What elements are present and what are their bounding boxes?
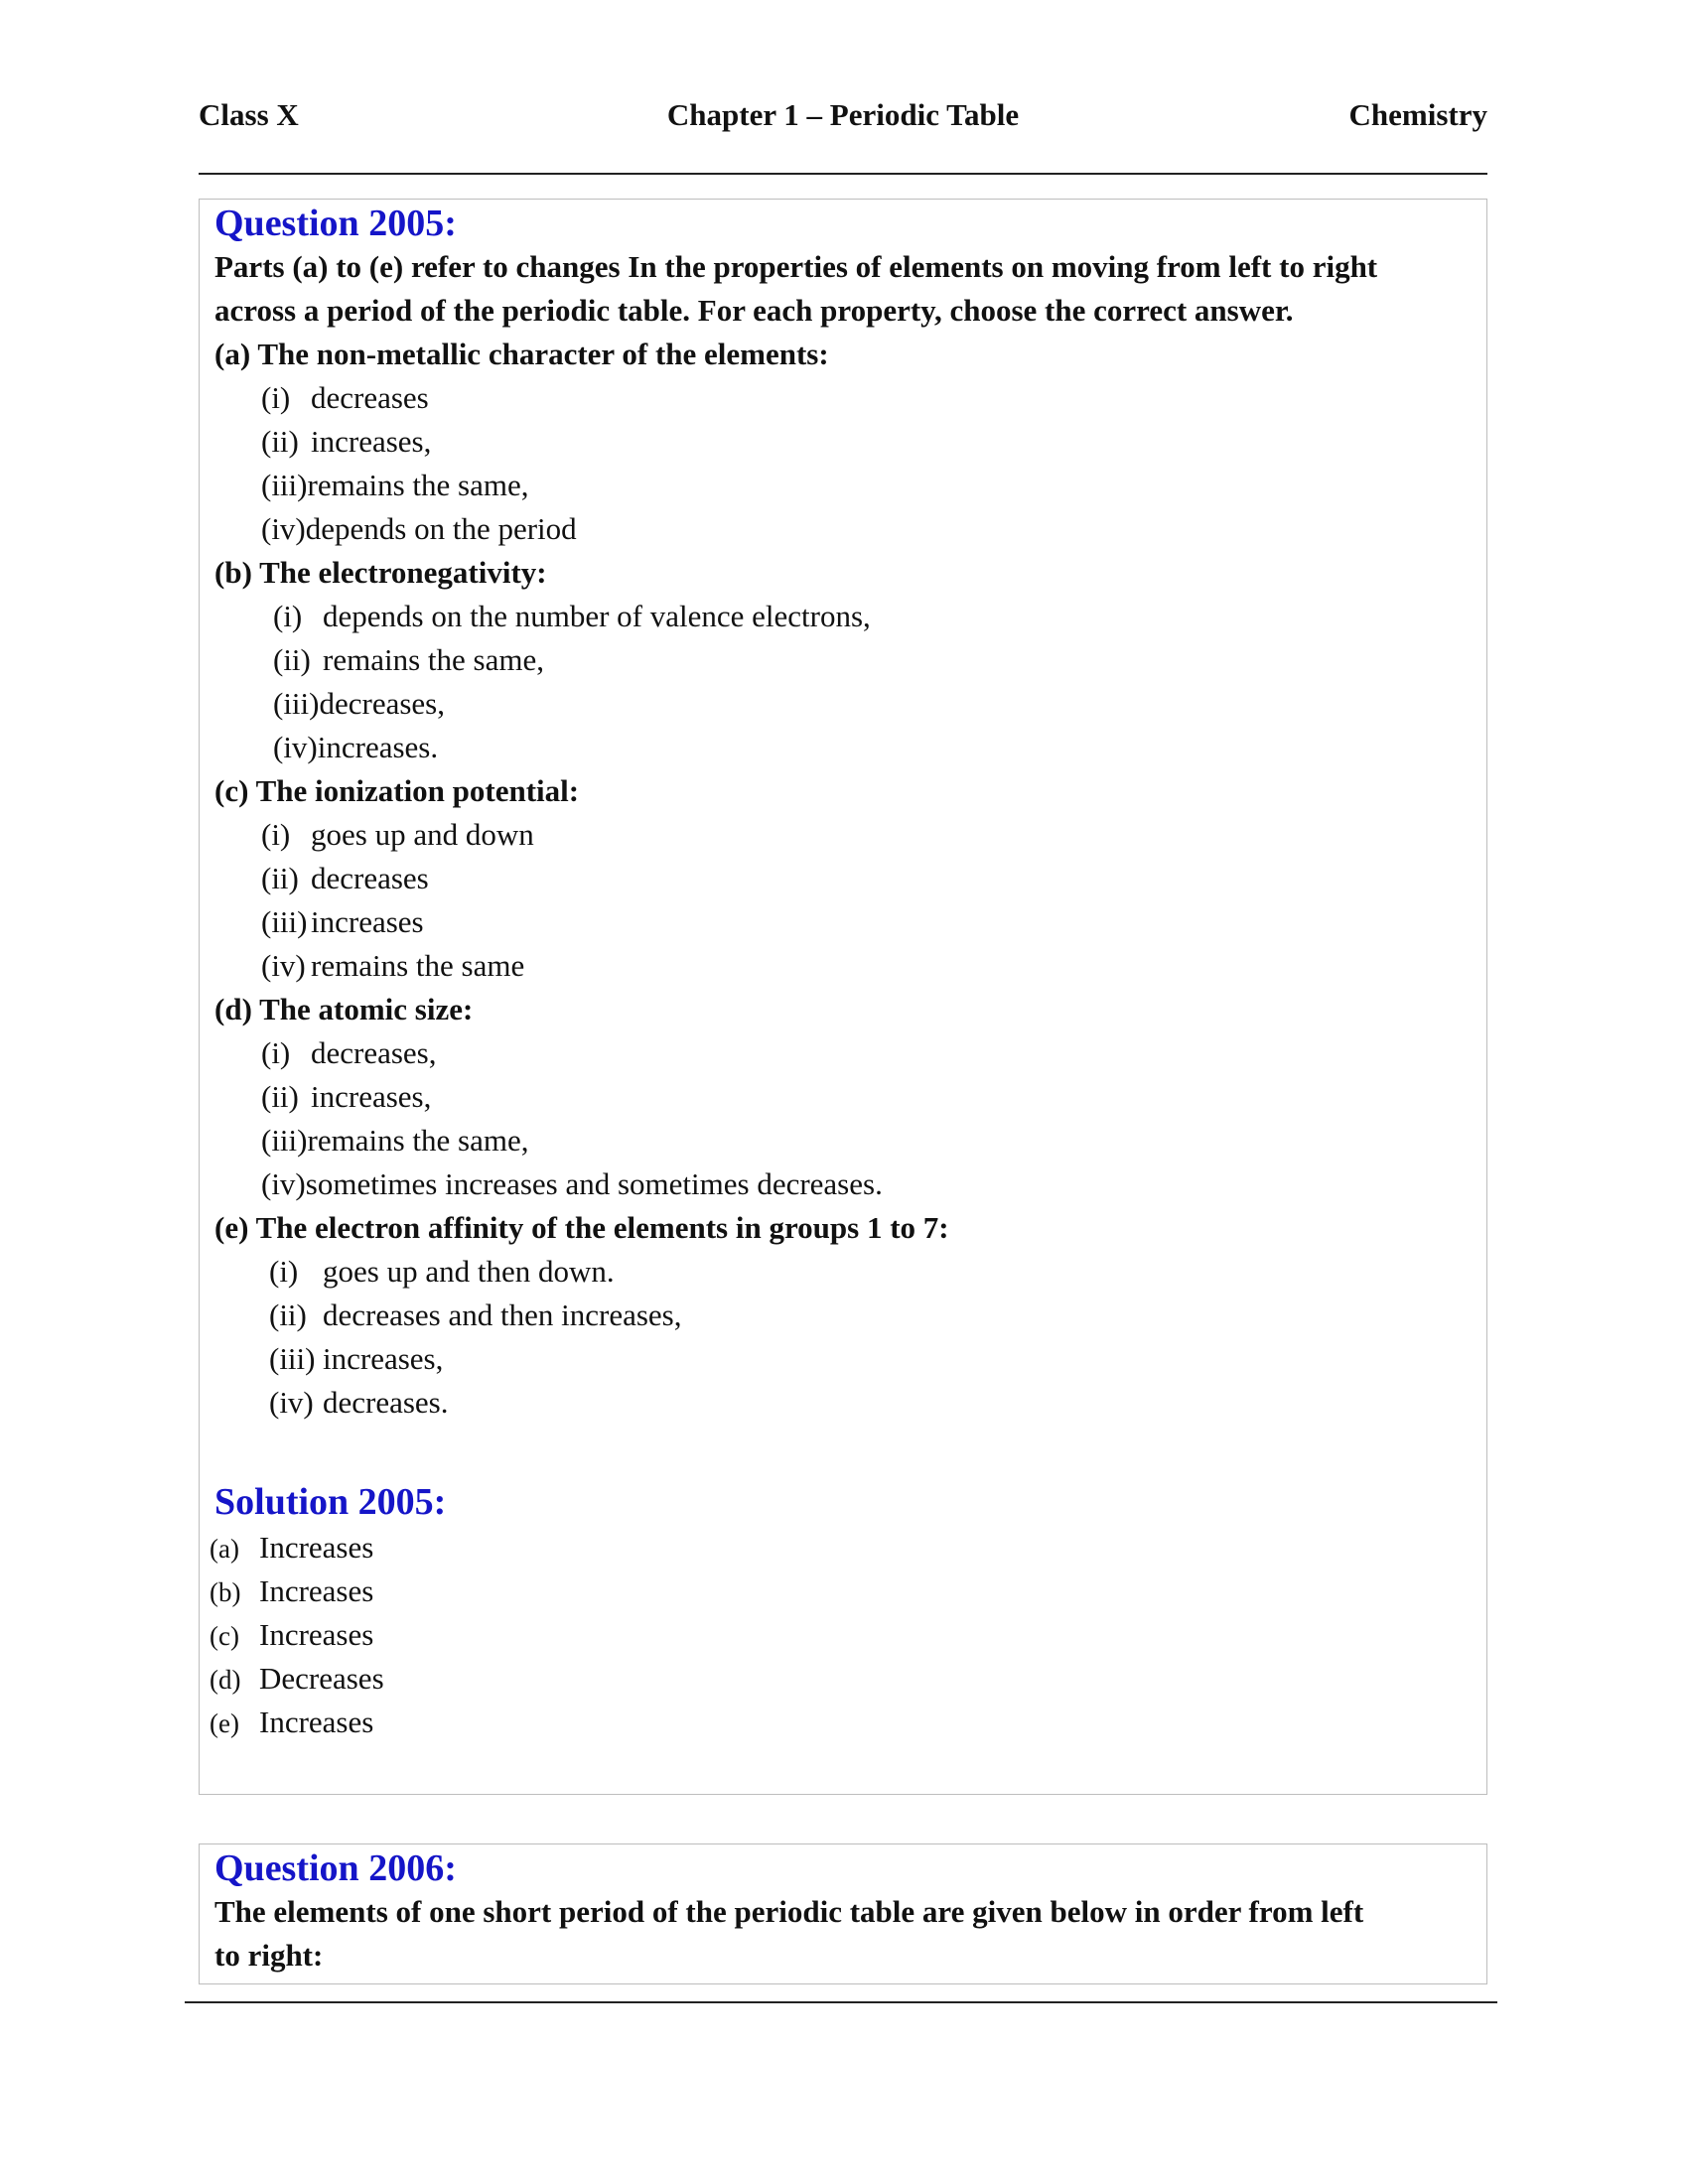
part-d-option-i: (i) decreases,: [261, 1035, 437, 1070]
answer-b: (b) Increases: [210, 1573, 374, 1608]
part-e-option-iii: (iii) increases,: [269, 1341, 444, 1376]
chapter-label: Chapter 1 – Periodic Table: [666, 97, 1020, 132]
part-e-option-i: (i) goes up and then down.: [269, 1254, 615, 1289]
part-c-option-i: (i) goes up and down: [261, 817, 534, 852]
footer-divider: [185, 2001, 1497, 2003]
question-intro-line-1: Parts (a) to (e) refer to changes In the properties of elements on moving from left to right: [214, 249, 1378, 284]
part-d-option-ii: (ii) increases,: [261, 1079, 432, 1114]
part-b-option-iii: (iii)decreases,: [273, 686, 445, 721]
part-c-option-iv: (iv) remains the same: [261, 948, 525, 983]
question-2006-title: Question 2006:: [214, 1847, 457, 1889]
part-d-option-iv: (iv)sometimes increases and sometimes decreases.: [261, 1166, 883, 1201]
question-intro-line-2: across a period of the periodic table. For each property, choose the correct answer.: [214, 293, 1294, 328]
part-a-option-ii: (ii) increases,: [261, 424, 432, 459]
part-c-option-ii: (ii) decreases: [261, 861, 429, 895]
question-2005-box: [199, 199, 1487, 1795]
solution-title: Solution 2005:: [214, 1481, 447, 1523]
answer-e: (e) Increases: [210, 1705, 374, 1739]
part-e-option-iv: (iv) decreases.: [269, 1385, 449, 1420]
part-b-option-ii: (ii) remains the same,: [273, 642, 544, 677]
part-b-option-i: (i) depends on the number of valence electrons,: [273, 599, 871, 633]
part-e-heading: (e) The electron affinity of the elements in groups 1 to 7:: [214, 1210, 949, 1245]
answer-a: (a) Increases: [210, 1530, 374, 1565]
part-d-option-iii: (iii)remains the same,: [261, 1123, 529, 1158]
header-divider: [199, 173, 1487, 175]
part-a-option-i: (i) decreases: [261, 380, 429, 415]
part-b-heading: (b) The electronegativity:: [214, 555, 547, 590]
page-header: [199, 97, 1487, 141]
class-label: Class X: [199, 97, 299, 132]
part-a-option-iv: (iv)depends on the period: [261, 511, 577, 546]
part-a-heading: (a) The non-metallic character of the elements:: [214, 337, 829, 371]
question-2006-box: [199, 1843, 1487, 1984]
subject-label: Chemistry: [1348, 97, 1487, 132]
part-a-option-iii: (iii)remains the same,: [261, 468, 529, 502]
answer-c: (c) Increases: [210, 1617, 374, 1652]
part-b-option-iv: (iv)increases.: [273, 730, 439, 764]
part-c-option-iii: (iii) increases: [261, 904, 424, 939]
question-title: Question 2005:: [214, 203, 457, 244]
answer-d: (d) Decreases: [210, 1661, 384, 1696]
question-2006-line-2: to right:: [214, 1938, 324, 1973]
part-c-heading: (c) The ionization potential:: [214, 773, 580, 808]
question-2006-line-1: The elements of one short period of the periodic table are given below in order from left: [214, 1894, 1364, 1929]
part-e-option-ii: (ii) decreases and then increases,: [269, 1297, 682, 1332]
part-d-heading: (d) The atomic size:: [214, 992, 474, 1026]
